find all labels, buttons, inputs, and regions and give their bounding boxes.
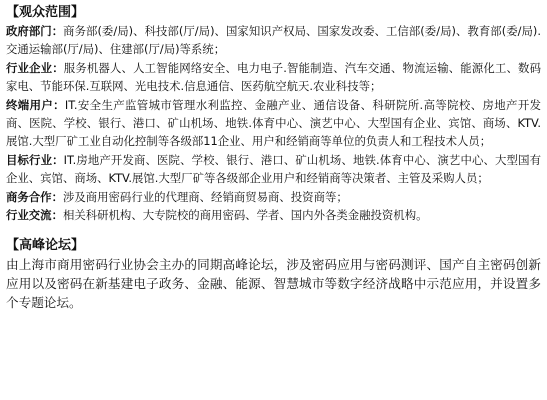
end-users-text: IT.安全生产监管城市管理水利监控、金融产业、通信设备、科研院所.高等院校、房地产开发商、医院、学校、银行、港口、矿山机场、地铁.体育中心、演艺中心、大型国有企业、宾馆、商场、KTV.展馆.大型厂矿工业自动化控制等各级部11企业、用户和经销商等单位的负责人和工程技术人员； — [6, 97, 541, 149]
audience-item-end-users — [6, 96, 541, 151]
government-label: 政府部门： — [6, 24, 64, 38]
end-users-label: 终端用户： — [6, 97, 65, 112]
audience-item-business-cooperation — [6, 188, 541, 206]
audience-item-industry — [6, 59, 541, 96]
audience-item-target-industry — [6, 151, 541, 188]
industry-exchange-text: 相关科研机构、大专院校的商用密码、学者、国内外各类金融投资机构。 — [62, 208, 428, 223]
business-cooperation-text: 涉及商用密码行业的代理商、经销商贸易商、投资商等； — [62, 189, 348, 204]
target-industry-label: 目标行业： — [6, 152, 64, 167]
target-industry-text: IT.房地产开发商、医院、学校、银行、港口、矿山机场、地铁.体育中心、演艺中心、大型国有企业、宾馆、商场、KTV.展馆.大型厂矿等各级部企业用户和经销商等决策者、主管及采购人员； — [6, 152, 541, 186]
industry-exchange-label: 行业交流： — [6, 208, 63, 223]
audience-item-government — [6, 22, 541, 59]
business-cooperation-label: 商务合作： — [6, 189, 63, 204]
audience-item-industry-exchange — [6, 206, 541, 224]
government-text: 商务部(委/局)、科技部(厅/局)、国家知识产权局、国家发改委、工信部(委/局)、教育部(委/局).交通运输部(厅/局)、住建部(厅/局)等系统； — [6, 24, 541, 57]
audience-section-title: 【观众范围】 — [6, 5, 85, 20]
industry-label: 行业企业： — [6, 60, 64, 75]
summit-description: 由上海市商用密码行业协会主办的同期高峰论坛，涉及密码应用与密码测评、国产自主密码创新应用以及密码在新基建电子政务、金融、能源、智慧城市等数字经济战略中示范应用，并设置多个专题论坛。 — [6, 257, 541, 311]
summit-section-title: 【高峰论坛】 — [6, 238, 85, 254]
industry-text: 服务机器人、人工智能网络安全、电力电子.智能制造、汽车交通、物流运输、能源化工、数码家电、节能环保.互联网、光电技术.信息通信、医药航空航天.农业科技等； — [6, 60, 541, 94]
